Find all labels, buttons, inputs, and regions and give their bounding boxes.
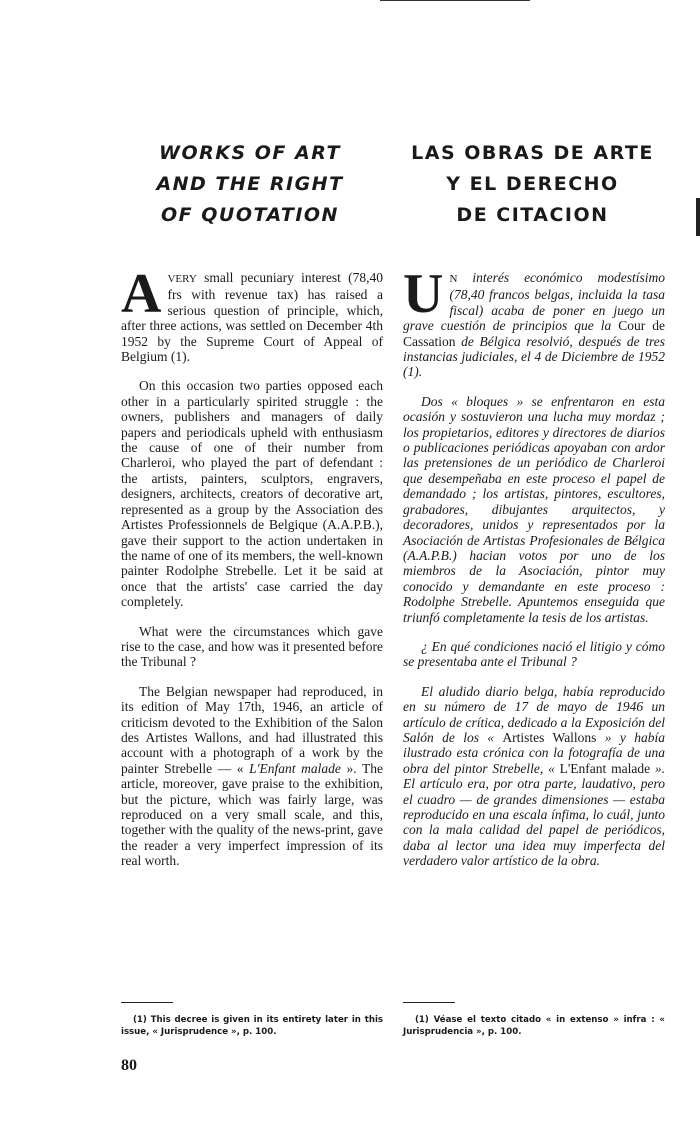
english-paragraph-4	[121, 684, 383, 869]
english-footnote-rule	[121, 1002, 173, 1003]
title-spanish	[410, 138, 655, 231]
spanish-footnote: (1) Véase el texto citado « in extenso » infra : « Jurisprudencia », p. 100.	[403, 1015, 665, 1037]
spanish-paragraph-4-part-b: » y había ilustrado esta crónica con la fotografía de una obra del pintor Strebelle, «	[403, 729, 665, 776]
edge-mark	[696, 198, 700, 236]
spanish-footnote-rule	[403, 1002, 455, 1003]
top-rule	[380, 0, 530, 1]
spanish-paragraph-4-part-c: ». El artículo era, por otra parte, laudativo, pero el cuadro — de grandes dimensiones — estaba reproducido en una escala ínfima, lo cuál, junto con la mala calidad del papel de periódicos, daba al lector una idea muy imperfecta del verdadero valor artístico de la obra.	[403, 760, 666, 869]
title-english-line-2: AND THE RIGHT	[156, 173, 344, 195]
title-english-line-1: WORKS OF ART	[159, 142, 341, 164]
english-paragraph-2: On this occasion two parties opposed each other in a particularly spirited struggle : the owners, publishers and managers of daily papers and periodicals upheld with enthusiasm the cause of one of their number from Charleroi, who played the part of defendant : the artists, painters, sculptors, engravers, designers, architects, creators of decorative art, represented as a group by the Association des Artistes Professionnels de Belgique (A.A.P.B.), gave their support to the action undertaken in the name of one of its members, the well-known painter Rodolphe Strebelle. Let it be said at once that the artists' case carried the day completely.	[121, 378, 383, 610]
spanish-column	[403, 263, 666, 883]
english-smallcaps: VERY	[167, 273, 197, 285]
english-paragraph-3: What were the circumstances which gave rise to the case, and how was it presented before the Tribunal ?	[121, 623, 383, 670]
spanish-paragraph-1-text: interés económico modestísimo (78,40 francos belgas, incluida la tasa fiscal) acaba de poner en juego un grave cuestión de principios que la	[403, 270, 665, 334]
english-paragraph-1-text: small pecuniary interest (78,40 frs with revenue tax) has raised a serious question of principle, which, after three actions, was settled on December 4th 1952 by the Supreme Court of Appeal of Belgium (1).	[121, 270, 383, 365]
title-english	[150, 138, 350, 231]
spanish-artwork-title: L'Enfant malade	[559, 760, 651, 776]
spanish-court-name: Cour de Cassation	[403, 318, 665, 349]
spanish-paragraph-1	[403, 263, 665, 380]
english-artwork-title: L'Enfant malade	[249, 760, 341, 776]
english-footnote: (1) This decree is given in its entirety later in this issue, « Jurisprudence », p. 100.	[121, 1015, 383, 1037]
english-paragraph-1	[121, 263, 383, 365]
english-paragraph-4-part-a: The Belgian newspaper had reproduced, in its edition of May 17th, 1946, an article of criticism devoted to the Exhibition of the Salon des Artistes Wallons, and had illustrated this account with a photograph of a work by the painter Strebelle — «	[121, 683, 383, 776]
title-spanish-line-1: LAS OBRAS DE ARTE	[411, 142, 654, 164]
english-dropcap: A	[121, 263, 162, 325]
spanish-smallcaps: N	[449, 273, 458, 285]
title-spanish-line-2: Y EL DERECHO	[446, 173, 619, 195]
page-number: 80	[121, 1057, 137, 1074]
spanish-paragraph-3: ¿ En qué condiciones nació el litigio y cómo se presentaba ante el Tribunal ?	[403, 638, 665, 670]
spanish-paragraph-2: Dos « bloques » se enfrentaron en esta ocasión y sostuvieron una lucha muy mordaz ; los propietarios, editores y directores de diarios o publicaciones periódicas apoyaban con ardor las pretensiones de un periódico de Charleroi que desempeñaba en este proceso el papel de demandado ; los artistas, pintores, escultores, grabadores, dibujantes arquitectos, y decoradores, unidos y representados por la Asociación de Artistas Profesionales de Bélgica (A.A.P.B.) hacian votos por uno de los miembros de la Asociación, pintor muy conocido y demandante en este proceso : Rodolphe Strebelle. Apuntemos enseguida que triunfó completamente la tesis de los artistas.	[403, 393, 665, 625]
spanish-paragraph-1-text-2: de Bélgica resolvió, después de tres instancias judiciales, el 4 de Diciembre de 1952 (1).	[403, 333, 665, 380]
spanish-salon-name: Artistes Wallons	[502, 729, 597, 745]
spanish-paragraph-4	[403, 684, 665, 869]
spanish-paragraph-4-part-a: El aludido diario belga, había reproducido en su número de 17 de mayo de 1946 un artículo de crítica, dedicado a la Exposición del Salón de los «	[403, 683, 665, 745]
title-spanish-line-3: DE CITACION	[456, 204, 609, 226]
title-english-line-3: OF QUOTATION	[161, 204, 339, 226]
spanish-dropcap: U	[403, 263, 444, 325]
english-column	[121, 263, 383, 883]
english-paragraph-4-part-b: ». The article, moreover, gave praise to the exhibition, but the picture, which was fairly large, was reproduced on a very small scale, and this, together with the quality of the news-print, gave the reader a very imperfect impression of its real worth.	[121, 760, 383, 869]
